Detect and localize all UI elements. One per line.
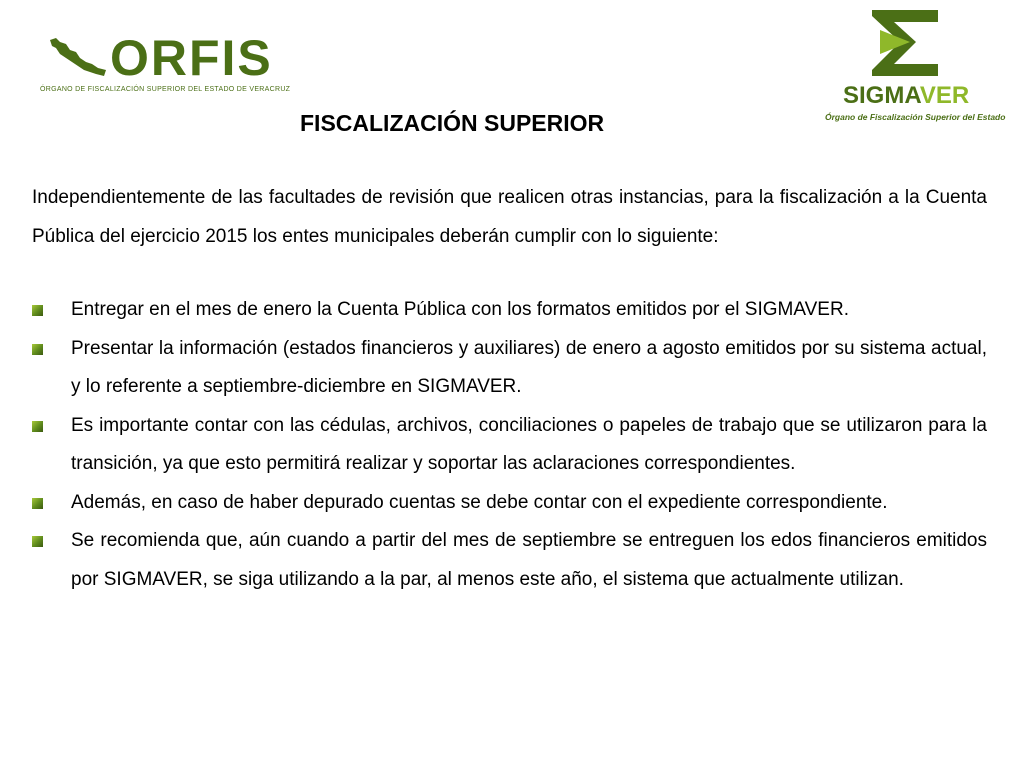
bullet-square-icon	[32, 344, 43, 355]
bullet-square-icon	[32, 536, 43, 547]
sigmaver-name-part1: SIGMA	[843, 82, 920, 109]
bullet-square-icon	[32, 421, 43, 432]
sigma-icon	[870, 8, 940, 80]
sigmaver-name-part2: VER	[919, 82, 970, 109]
list-item	[30, 291, 987, 330]
list-item-text: Es importante contar con las cédulas, archivos, conciliaciones o papeles de trabajo que se utilizaron para la transición, ya que esto permitirá realizar y soportar las aclaraciones correspondientes.	[71, 414, 987, 474]
orfis-logo	[40, 30, 310, 100]
list-item	[30, 330, 987, 407]
list-item	[30, 484, 987, 523]
bullet-square-icon	[32, 498, 43, 509]
list-item	[30, 522, 987, 599]
list-item-text: Además, en caso de haber depurado cuentas se debe contar con el expediente correspondiente.	[71, 491, 888, 513]
page-title: FISCALIZACIÓN SUPERIOR	[300, 110, 605, 136]
sigmaver-logo	[815, 8, 1010, 128]
sigmaver-name	[843, 82, 969, 110]
veracruz-map-icon	[48, 36, 108, 78]
orfis-subtitle: ÓRGANO DE FISCALIZACIÓN SUPERIOR DEL ESTADO DE VERACRUZ	[40, 86, 291, 93]
list-item-text: Se recomienda que, aún cuando a partir del mes de septiembre se entreguen los edos financieros emitidos por SIGMAVER, se siga utilizando a la par, al menos este año, el sistema que actualmente utilizan.	[71, 530, 987, 590]
bullet-square-icon	[32, 305, 43, 316]
sigmaver-tagline: Órgano de Fiscalización Superior del Estado	[825, 112, 1006, 122]
list-item-text: Entregar en el mes de enero la Cuenta Pública con los formatos emitidos por el SIGMAVER.	[71, 299, 849, 320]
list-item	[30, 407, 987, 484]
intro-paragraph: Independientemente de las facultades de revisión que realicen otras instancias, para la fiscalización a la Cuenta Pública del ejercicio 2015 los entes municipales deberán cumplir con lo siguiente:	[32, 187, 987, 247]
bullet-list	[30, 291, 987, 599]
orfis-wordmark: ORFIS	[110, 30, 273, 86]
list-item-text: Presentar la información (estados financieros y auxiliares) de enero a agosto emitidos por su sistema actual, y lo referente a septiembre-diciembre en SIGMAVER.	[71, 337, 987, 397]
